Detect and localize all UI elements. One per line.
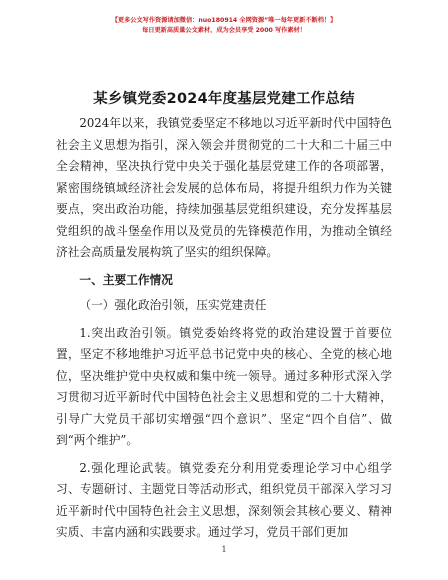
header-banner — [0, 16, 448, 36]
document-body — [56, 113, 392, 544]
intro-paragraph: 2024年以来，我镇党委坚定不移地以习近平新时代中国特色社会主义思想为指引，深入领会并贯彻党的二十大和二十届三中全会精神，坚决执行党中央关于强化基层党建工作的各项部署，紧密围绕镇域经济社会发展的总体布局，将提升组织力作为关键要点，突出政治功能，持续加强基层党组织建设，充分发挥基层党组织的战斗堡垒作用以及党员的先锋模范作用，为推动全镇经济社会高质量发展构筑了坚实的组织保障。 — [56, 116, 392, 259]
banner-line-1: 【更多公文写作资源请加微信：nuo180914 全网资源”唯一每年更新不断档！】 — [111, 17, 337, 24]
banner-line-2: 每日更新高质量公文素材，成为会员享受 2000 写作素材！ — [142, 27, 306, 34]
section-heading: 一、主要工作情况 — [79, 272, 173, 287]
subsection-heading: （一）强化政治引领，压实党建责任 — [79, 298, 267, 312]
item-paragraph-1: 1.突出政治引领。镇党委始终将党的政治建设置于首要位置，坚定不移地维护习近平总书记党中央的核心、全党的核心地位，坚决维护党中央权威和集中统一领导。通过多种形式深入学习贯彻习近平新时代中国特色社会主义思想和党的二十大精神，引导广大党员干部切实增强“四个意识”、坚定“四个自信”、做到“两个维护”。 — [56, 325, 392, 447]
item-paragraph-2: 2.强化理论武装。镇党委充分利用党委理论学习中心组学习、专题研讨、主题党日等活动形式，组织党员干部深入学习习近平新时代中国特色社会主义思想，深刻领会其核心要义、精神实质、丰富内涵和实践要求。通过学习，党员干部们更加 — [56, 460, 392, 539]
document-title: 某乡镇党委2024年度基层党建工作总结 — [93, 91, 355, 107]
page-number: 1 — [221, 545, 227, 554]
